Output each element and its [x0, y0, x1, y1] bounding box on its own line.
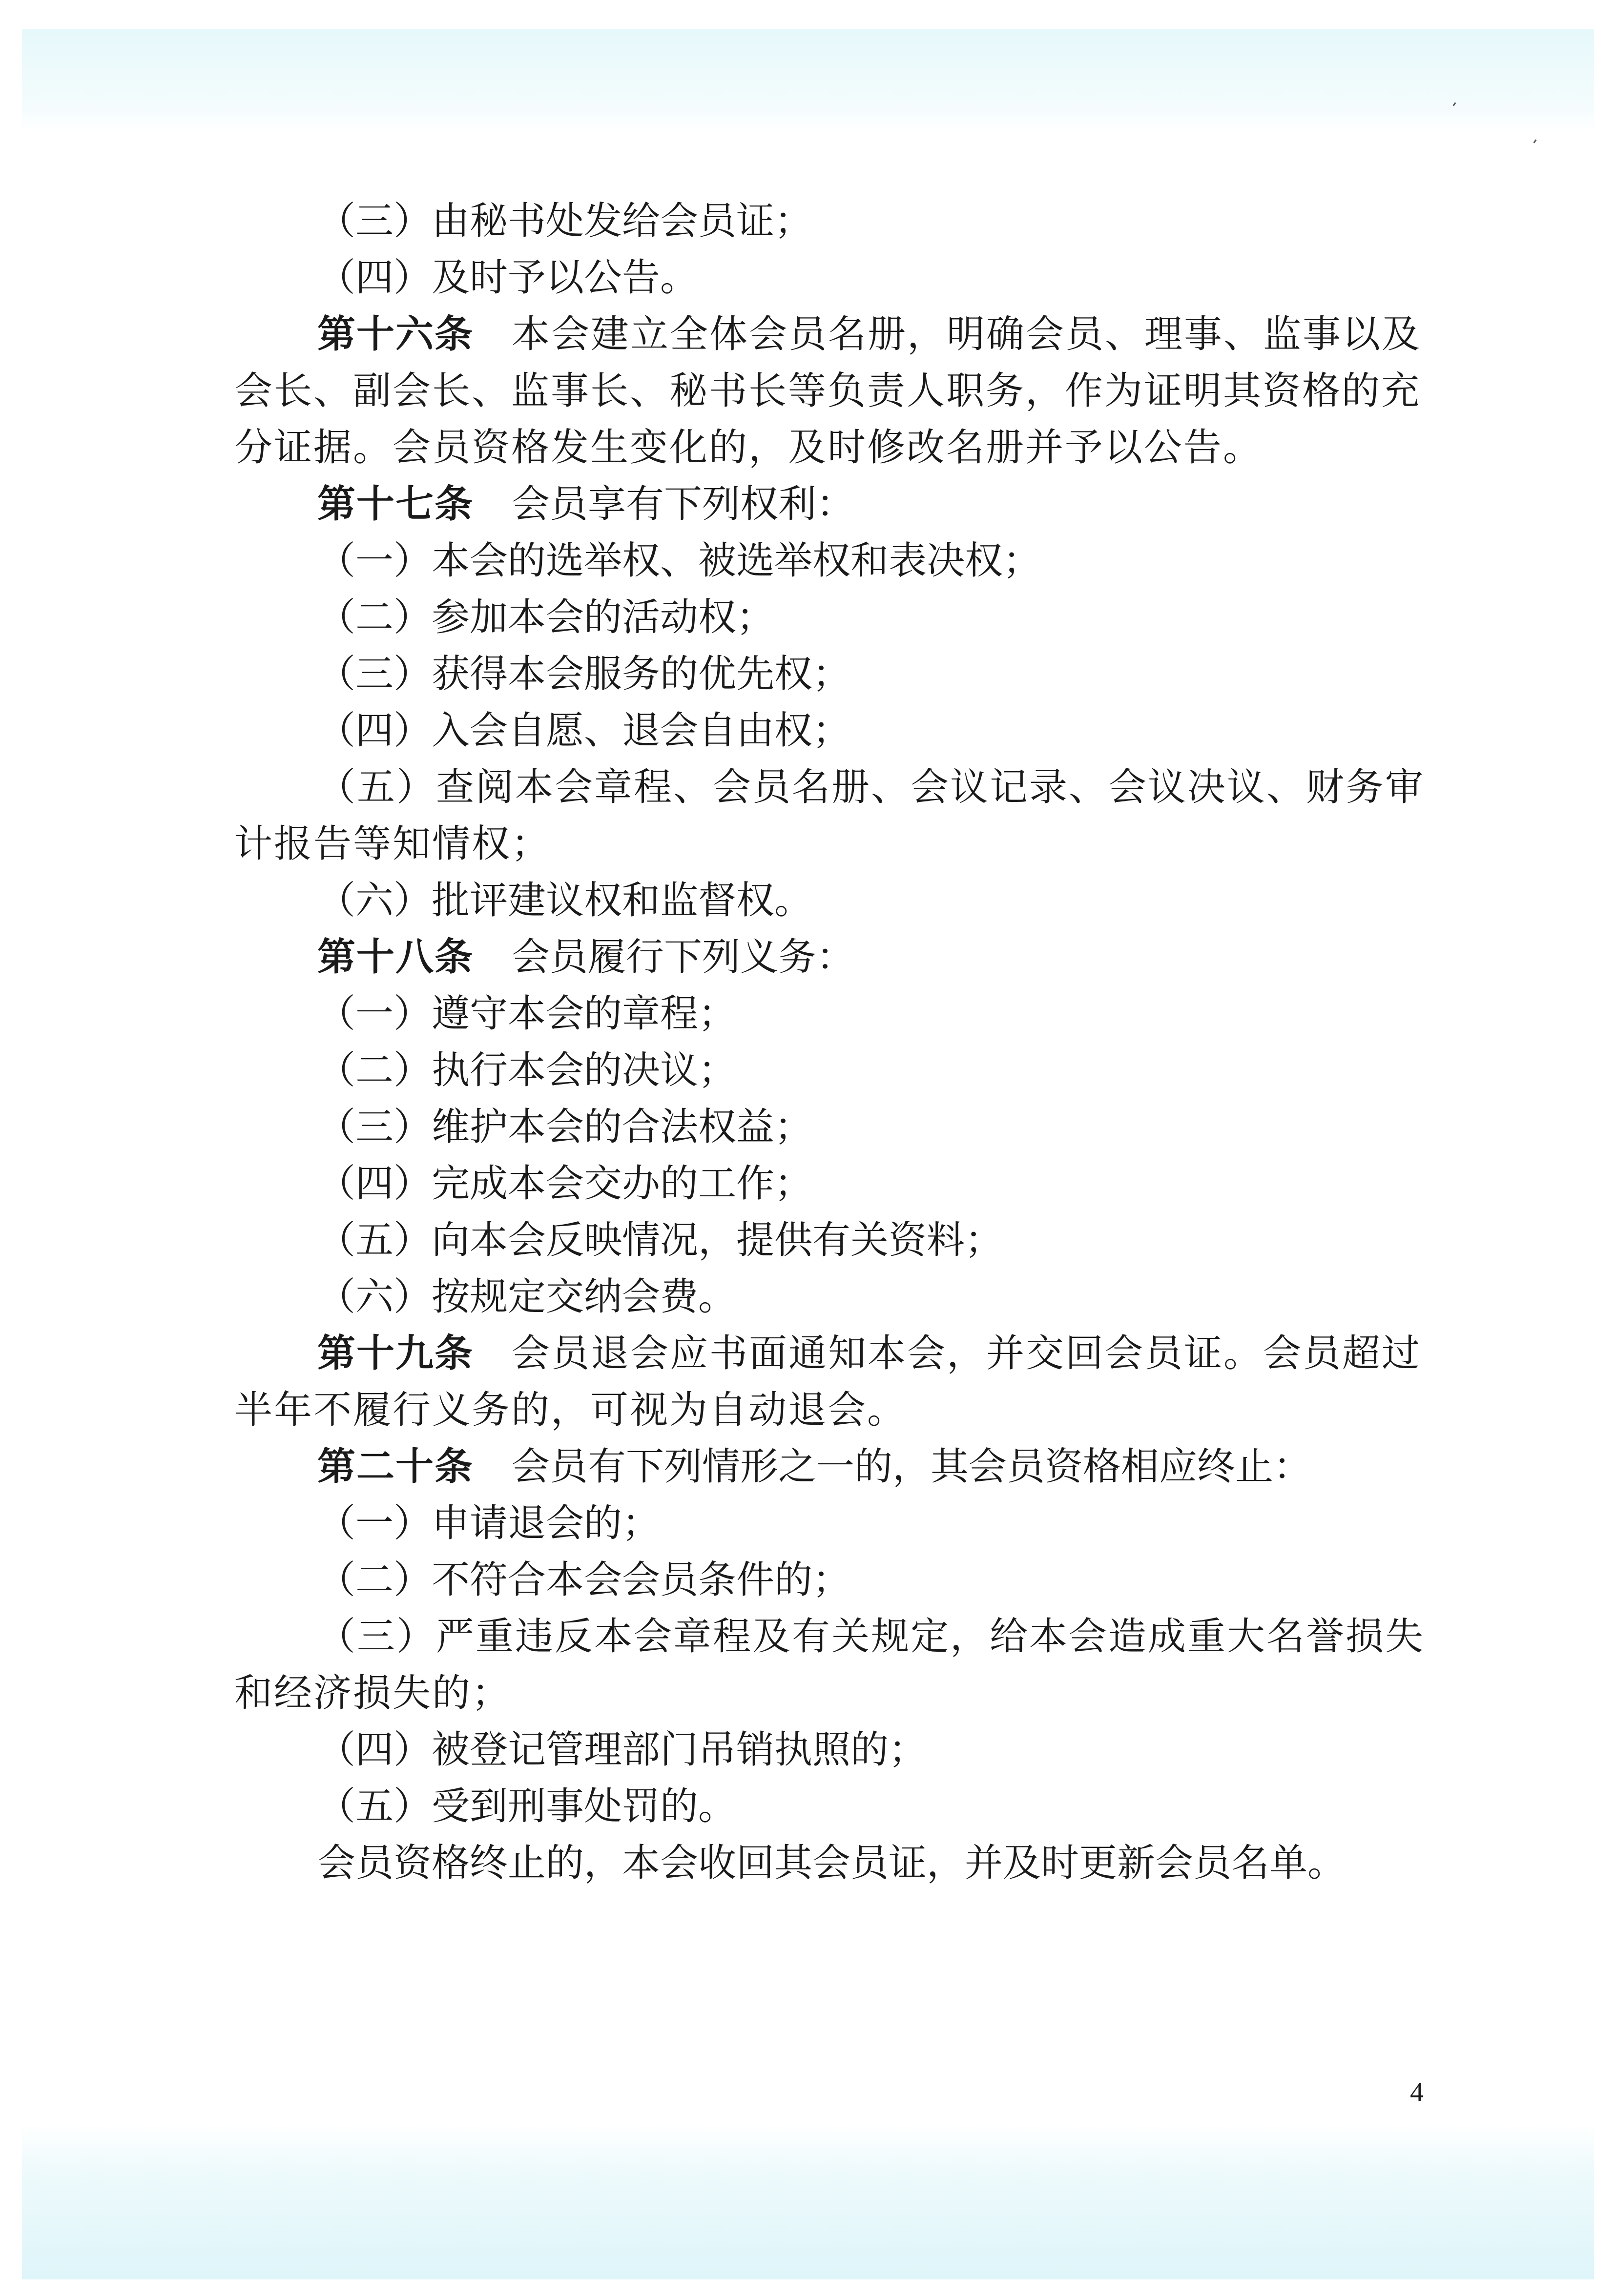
article-19	[234, 1325, 1430, 1438]
list-item: （二）执行本会的决议；	[317, 1048, 737, 1092]
list-item: （三）获得本会服务的优先权；	[317, 652, 851, 696]
list-item: （一）本会的选举权、被选举权和表决权；	[317, 539, 1041, 583]
list-item: （四）完成本会交办的工作；	[317, 1162, 813, 1206]
article-20-text: 会员有下列情形之一的，其会员资格相应终止：	[512, 1445, 1312, 1489]
article-20-heading: 第二十条	[317, 1445, 474, 1489]
article-17-heading: 第十七条	[317, 482, 474, 526]
article-17	[234, 476, 1430, 533]
list-item: （六）按规定交纳会费。	[317, 1275, 737, 1319]
list-item: （三）由秘书处发给会员证；	[317, 199, 813, 243]
list-item: （五）向本会反映情况，提供有关资料；	[317, 1218, 1003, 1262]
top-scan-band	[22, 29, 1594, 132]
scan-speck	[1533, 139, 1536, 143]
list-item: （四）被登记管理部门吊销执照的；	[317, 1728, 927, 1772]
list-item: （三）严重违反本会章程及有关规定，给本会造成重大名誉损失和经济损失的；	[234, 1615, 1425, 1715]
article-19-heading: 第十九条	[317, 1332, 474, 1375]
list-item: （三）维护本会的合法权益；	[317, 1105, 813, 1149]
document-page	[234, 193, 1430, 1891]
article-17-text: 会员享有下列权利：	[512, 482, 855, 526]
article-18	[234, 929, 1430, 985]
article-18-heading: 第十八条	[317, 935, 474, 979]
list-item: （二）不符合本会会员条件的；	[317, 1558, 851, 1602]
page-number: 4	[1410, 2077, 1424, 2108]
list-item: （四）及时予以公告。	[317, 256, 699, 300]
list-item: （二）参加本会的活动权；	[317, 595, 775, 639]
bottom-scan-band	[22, 2123, 1594, 2279]
list-item: （四）入会自愿、退会自由权；	[317, 709, 851, 753]
list-item: （五）受到刑事处罚的。	[317, 1784, 737, 1828]
list-item: （一）申请退会的；	[317, 1501, 661, 1545]
article-16	[234, 306, 1430, 476]
article-19-text: 会员退会应书面通知本会，并交回会员证。会员超过半年不履行义务的，可视为自动退会。	[234, 1332, 1422, 1432]
list-item: （六）批评建议权和监督权。	[317, 879, 813, 922]
list-item: （五）查阅本会章程、会员名册、会议记录、会议决议、财务审计报告等知情权；	[234, 765, 1425, 866]
article-18-text: 会员履行下列义务：	[512, 935, 855, 979]
article-20	[234, 1438, 1430, 1495]
list-item: （一）遵守本会的章程；	[317, 992, 737, 1036]
article-16-text: 本会建立全体会员名册，明确会员、理事、监事以及会长、副会长、监事长、秘书长等负责人职务，作为证明其资格的充分证据。会员资格发生变化的，及时修改名册并予以公告。	[234, 312, 1422, 470]
article-20-closing: 会员资格终止的，本会收回其会员证，并及时更新会员名单。	[317, 1841, 1346, 1885]
article-16-heading: 第十六条	[317, 312, 474, 356]
